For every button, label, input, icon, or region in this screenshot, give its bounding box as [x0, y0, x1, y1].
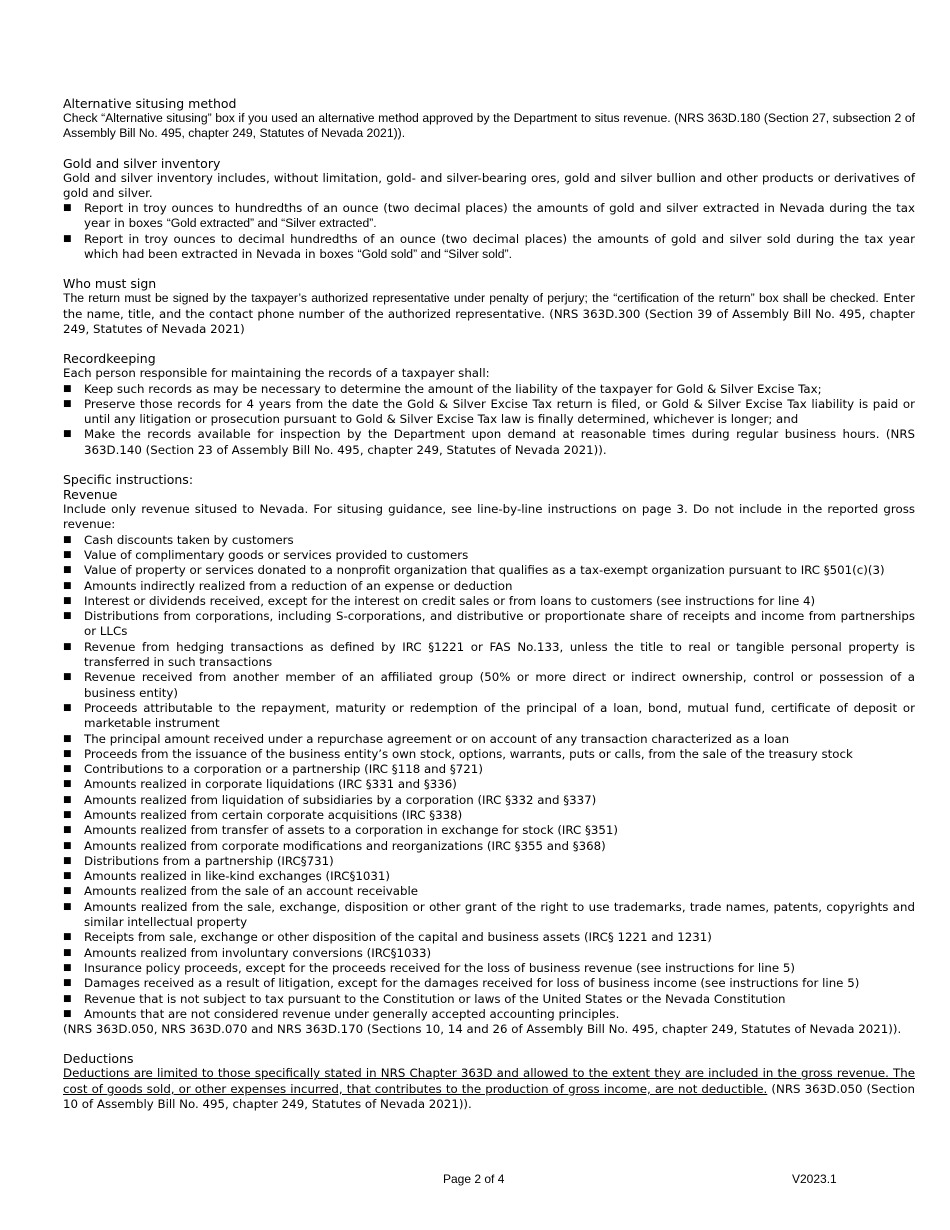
bullet-icon: ■ — [63, 549, 72, 560]
revenue-intro: Include only revenue sitused to Nevada. For situsing guidance, see line-by-line instructions on page 3. Do not include in the reported gross revenue: — [63, 502, 915, 532]
section-intro: Each person responsible for maintaining the records of a taxpayer shall: — [63, 366, 490, 381]
recordkeeping-list — [63, 382, 915, 458]
bullet-icon: ■ — [63, 702, 72, 713]
list-item: ■ Amounts that are not considered revenue under generally accepted accounting principles. — [63, 1006, 620, 1021]
bullet-icon: ■ — [63, 748, 72, 759]
bullet-icon: ■ — [63, 840, 72, 851]
bullet-icon: ■ — [63, 203, 72, 214]
list-item: ■ Preserve those records for 4 years from the date the Gold & Silver Excise Tax return is filed, or Gold & Silver Excise Tax liability is paid or until any litigation or prosecution pursuant to Gold & Silver Excise Tax law is finally determined, whichever is longer; and — [63, 396, 915, 427]
section-heading: Deductions — [63, 1051, 134, 1067]
list-item: ■ Contributions to a corporation or a partnership (IRC §118 and §721) — [63, 762, 483, 777]
deductions-section — [63, 1051, 915, 1112]
section-heading: Specific instructions: — [63, 472, 194, 488]
list-item: ■ Value of complimentary goods or services provided to customers — [63, 547, 469, 562]
bullet-icon: ■ — [63, 733, 72, 744]
section-text: The return must be signed by the taxpayer’s authorized representative under penalty of perjury; the “certification of the return” box shall be checked. Enter the name, title, and the contact phone number of the authorized representative. (NRS 363D.300 (Section 39 of Assembly Bill No. 495, chapter 249, Statutes of Nevada 2021) — [63, 291, 916, 336]
version-label: V2023.1 — [792, 1172, 837, 1186]
bullet-icon: ■ — [63, 947, 72, 958]
bullet-icon: ■ — [63, 809, 72, 820]
bullet-icon: ■ — [63, 978, 72, 989]
list-item: ■ Revenue received from another member of an affiliated group (50% or more direct or indirect ownership, control or possession of a business entity) — [63, 670, 915, 700]
bullet-icon: ■ — [63, 611, 72, 622]
section-text: Deductions are limited to those specifically stated in NRS Chapter 363D and allowed to the extent they are included in the gross revenue. The cost of goods sold, or other expenses incurred, that contributes to the production of gross income, are not deductible. (NRS 363D.050 (Section 10 of Assembly Bill No. 495, chapter 249, Statutes of Nevada 2021)). — [63, 1066, 915, 1112]
bullet-icon: ■ — [63, 886, 72, 897]
bullet-icon: ■ — [63, 825, 72, 836]
section-heading: Who must sign — [63, 276, 157, 292]
bullet-icon: ■ — [63, 672, 72, 683]
bullet-icon: ■ — [63, 855, 72, 866]
section-heading: Recordkeeping — [63, 351, 156, 367]
gold-silver-section — [63, 156, 915, 263]
list-item: ■ Report in troy ounces to decimal hundredths of an ounce (two decimal places) the amounts of gold and silver sold during the tax year which had been extracted in Nevada in boxes “Gold sold” and “Silver sold”. — [63, 231, 915, 262]
bullet-icon: ■ — [63, 383, 72, 394]
list-item: ■ Report in troy ounces to hundredths of an ounce (two decimal places) the amounts of gold and silver extracted in Nevada during the tax year in boxes “Gold extracted” and “Silver extracted”. — [63, 201, 915, 231]
bullet-icon: ■ — [63, 398, 72, 409]
list-item: ■ Insurance policy proceeds, except for the proceeds received for the loss of business revenue (see instructions for line 5) — [63, 960, 795, 975]
list-item: ■ Distributions from a partnership (IRC§731) — [63, 853, 334, 868]
list-item: ■ Keep such records as may be necessary to determine the amount of the liability of the taxpayer for Gold & Silver Excise Tax; — [63, 381, 822, 396]
list-item: ■ Amounts realized from the sale of an account receivable — [63, 884, 418, 899]
list-item: ■ Revenue from hedging transactions as defined by IRC §1221 or FAS No.133, unless the title to real or tangible personal property is transferred in such transactions — [63, 639, 915, 670]
list-item: ■ Receipts from sale, exchange or other disposition of the capital and business assets (IRC§ 1221 and 1231) — [63, 930, 712, 945]
list-item: ■ Proceeds from the issuance of the business entity’s own stock, options, warrants, puts or calls, from the sale of the treasury stock — [63, 746, 853, 761]
list-item: ■ Make the records available for inspection by the Department upon demand at reasonable times during regular business hours. (NRS 363D.140 (Section 23 of Assembly Bill No. 495, chapter 249, Statutes of Nevada 2021)). — [63, 427, 915, 457]
bullet-icon: ■ — [63, 641, 72, 652]
bullet-icon: ■ — [63, 794, 72, 805]
bullet-icon: ■ — [63, 565, 72, 576]
revenue-citation: (NRS 363D.050, NRS 363D.070 and NRS 363D.170 (Sections 10, 14 and 26 of Assembly Bill No. 495, chapter 249, Statutes of Nevada 2021)). — [63, 1022, 902, 1037]
list-item: ■ Amounts realized from transfer of assets to a corporation in exchange for stock (IRC §351) — [63, 823, 619, 838]
list-item: ■ Amounts realized from the sale, exchange, disposition or other grant of the right to use trademarks, trade names, patents, copyrights and similar intellectual property — [63, 899, 915, 930]
bullet-icon: ■ — [63, 779, 72, 790]
section-intro: Gold and silver inventory includes, without limitation, gold- and silver-bearing ores, gold and silver bullion and other products or derivatives of gold and silver. — [63, 170, 915, 200]
section-text: Check “Alternative situsing” box if you used an alternative method approved by the Department to situs revenue. (NRS 363D.180 (Section 27, subsection 2 of Assembly Bill No. 495, chapter 249, Statutes of Nevada 2021)). — [63, 111, 915, 141]
bullet-icon: ■ — [63, 233, 72, 244]
bullet-icon: ■ — [63, 962, 72, 973]
bullet-icon: ■ — [63, 595, 72, 606]
list-item: ■ Revenue that is not subject to tax pursuant to the Constitution or laws of the United States or the Nevada Constitution — [63, 991, 786, 1006]
specific-instructions-section — [63, 472, 915, 1037]
alt-situsing-section — [63, 96, 915, 142]
bullet-icon: ■ — [63, 993, 72, 1004]
bullet-icon: ■ — [63, 871, 72, 882]
list-item: ■ Amounts realized from involuntary conversions (IRC§1033) — [63, 945, 432, 960]
bullet-icon: ■ — [63, 901, 72, 912]
list-item: ■ Amounts realized from certain corporate acquisitions (IRC §338) — [63, 807, 463, 822]
list-item: ■ Amounts realized in corporate liquidations (IRC §331 and §336) — [63, 777, 457, 792]
bullet-icon: ■ — [63, 429, 72, 440]
list-item: ■ Interest or dividends received, except for the interest on credit sales or from loans to customers (see instructions for line 4) — [63, 593, 816, 608]
list-item: ■ Proceeds attributable to the repayment, maturity or redemption of the principal of a loan, bond, mutual fund, certificate of deposit or marketable instrument — [63, 700, 915, 731]
list-item: ■ Amounts indirectly realized from a reduction of an expense or deduction — [63, 578, 513, 593]
bullet-icon: ■ — [63, 580, 72, 591]
who-must-sign-section — [63, 276, 915, 337]
list-item: ■ Amounts realized from corporate modifications and reorganizations (IRC §355 and §368) — [63, 838, 606, 853]
list-item: ■ Value of property or services donated to a nonprofit organization that qualifies as a tax-exempt organization pursuant to IRC §501(c)(3) — [63, 563, 885, 578]
list-item: ■ Damages received as a result of litigation, except for the damages received for loss of business income (see instructions for line 5) — [63, 976, 860, 991]
bullet-icon: ■ — [63, 534, 72, 545]
list-item: ■ The principal amount received under a repurchase agreement or on account of any transaction characterized as a loan — [63, 731, 790, 746]
revenue-heading: Revenue — [63, 487, 118, 503]
page-number: Page 2 of 4 — [443, 1172, 505, 1186]
list-item: ■ Amounts realized in like-kind exchanges (IRC§1031) — [63, 869, 390, 884]
list-item: ■ Distributions from corporations, including S-corporations, and distributive or proportionate share of receipts and income from partnerships or LLCs — [63, 609, 915, 639]
list-item: ■ Amounts realized from liquidation of subsidiaries by a corporation (IRC §332 and §337) — [63, 792, 597, 807]
bullet-icon: ■ — [63, 764, 72, 775]
revenue-exclusions-list — [63, 533, 915, 1023]
recordkeeping-section — [63, 351, 915, 458]
section-heading: Gold and silver inventory — [63, 155, 221, 171]
bullet-icon: ■ — [63, 932, 72, 943]
gold-silver-list — [63, 201, 915, 262]
document-body — [63, 96, 915, 1126]
section-heading: Alternative situsing method — [63, 96, 237, 111]
list-item: ■ Cash discounts taken by customers — [63, 532, 294, 547]
bullet-icon: ■ — [63, 1008, 72, 1019]
